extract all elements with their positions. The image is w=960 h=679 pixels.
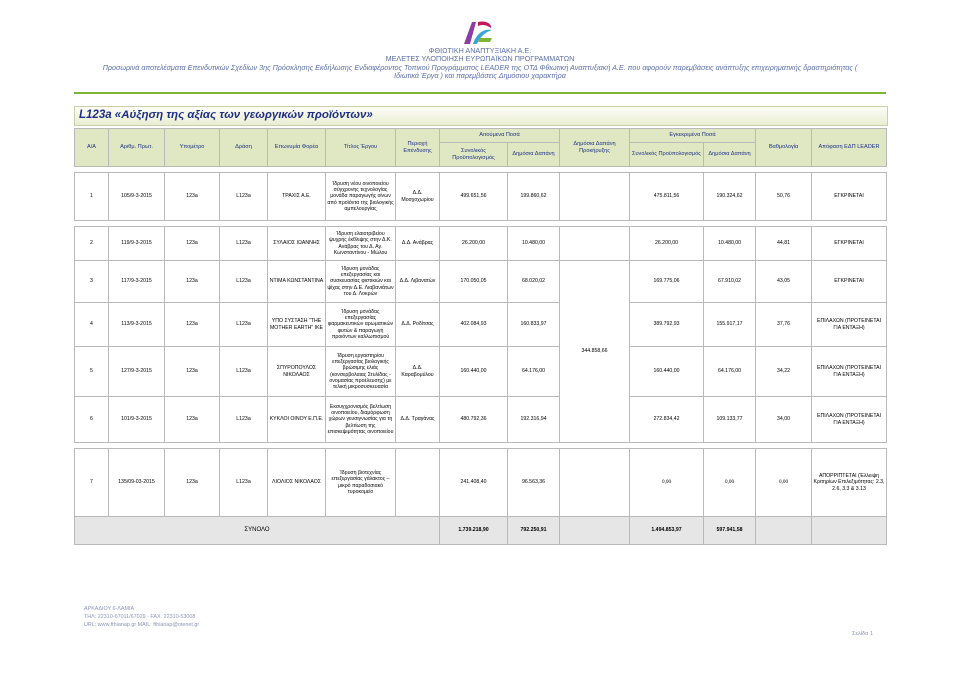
- cell-drasi: L123a: [220, 449, 268, 517]
- cell-titlos: Εκσυγχρονισμός βελτίωση οινοποιείου, διαμόρφωση χώρων γευσιγνωσίας για τη βελτίωση της επισκεψιμότητας οινοποιείου: [326, 397, 396, 443]
- col-dimosia: Δημόσια Δαπάνη: [508, 143, 560, 167]
- cell-synolikos-egkekr: 160.440,00: [630, 347, 704, 397]
- cell-ypometro: 123a: [165, 397, 220, 443]
- cell-synolikos: 499.651,56: [440, 173, 508, 221]
- cell-ypometro: 123a: [165, 303, 220, 347]
- table-row: [75, 227, 887, 261]
- divider: [74, 92, 886, 94]
- total-apofasi: [812, 517, 887, 545]
- cell-foreas: ΥΠΟ ΣΥΣΤΑΣΗ "THE MOTHER EARTH" ΙΚΕ: [268, 303, 326, 347]
- cell-aa: 5: [75, 347, 109, 397]
- cell-apofasi: ΑΠΟΡΡΙΠΤΕΤΑΙ (Έλλειψη Κριτηρίων Επιλεξιμότητας: 2.3, 2.6, 3.3 & 3.13: [812, 449, 887, 517]
- cell-perioxi: Δ.Δ. Ροδίτσας: [396, 303, 440, 347]
- cell-synolikos-egkekr: 26.200,00: [630, 227, 704, 261]
- total-dimosia: 792.250,91: [508, 517, 560, 545]
- cell-perioxi: Δ.Δ. Τραγάνας: [396, 397, 440, 443]
- cell-apofasi: ΕΠΙΛΑΧΩΝ (ΠΡΟΤΕΙΝΕΤΑΙ ΓΙΑ ΕΝΤΑΞΗ): [812, 397, 887, 443]
- cell-ypometro: 123a: [165, 227, 220, 261]
- cell-dimosia: 160.833,97: [508, 303, 560, 347]
- cell-synolikos: 26.200,00: [440, 227, 508, 261]
- cell-ypometro: 123a: [165, 449, 220, 517]
- cell-prot: 117/9-3-2015: [109, 261, 165, 303]
- cell-drasi: L123a: [220, 227, 268, 261]
- total-synolikos-egkekr: 1.494.853,97: [630, 517, 704, 545]
- cell-vathmos: 0,00: [756, 449, 812, 517]
- cell-drasi: L123a: [220, 303, 268, 347]
- cell-titlos: Ίδρυση ελαιοτριβείου ψυχρής έκθλιψης στην Δ.Κ. Ανάβρας του Δ. Αγ. Κωνσταντίνου - Μώλου: [326, 227, 396, 261]
- results-table: [74, 128, 887, 545]
- cell-titlos: Ίδρυση βιοτεχνίας επεξεργασίας γάλακτος – μικρό παραδοσιακό τυροκομείο: [326, 449, 396, 517]
- cell-perioxi: [396, 449, 440, 517]
- table-row: [75, 347, 887, 397]
- cell-dimosia-prokirixis: [560, 449, 630, 517]
- total-synolikos: 1.739.218,90: [440, 517, 508, 545]
- cell-aa: 1: [75, 173, 109, 221]
- cell-ypometro: 123a: [165, 173, 220, 221]
- results-description-line1: Προσωρινά αποτελέσματα Επενδυτικών Σχεδίων 3ης Πρόσκλησης Εκδήλωσης Ενδιαφέροντος Τοπικού Προγράμματος LEADER της ΟΤΔ Φθιωτική Αναπτυξιακή Α.Ε. που αφορούν παρεμβάσεις ανάπτυξης επιχειρηματικής δραστηριότητας (: [102, 63, 858, 72]
- cell-apofasi: ΕΓΚΡΙΝΕΤΑΙ: [812, 173, 887, 221]
- col-synolikos-egkekr: Συνολικός Προϋπολογισμός: [630, 143, 704, 167]
- col-dimosia-egkekr: Δημόσια Δαπάνη: [704, 143, 756, 167]
- footer-phones: ΤΗΛ: 22310-67011/67029 - FAX. 22310-53008: [84, 614, 196, 620]
- cell-prot: 101/9-3-2015: [109, 397, 165, 443]
- cell-synolikos: 160.440,00: [440, 347, 508, 397]
- col-egkekrimena: Εγκεκριμένα Ποσά: [630, 129, 756, 143]
- cell-titlos: Ίδρυση μονάδας επεξεργασίας και συσκευασίας φιστικιών και ψίχας στην Δ.Ε. Λιαβανιάτων του Δ. Λοκρών: [326, 261, 396, 303]
- col-aitoumena: Αιτούμενα Ποσά: [440, 129, 560, 143]
- cell-perioxi: Δ.Δ. Μοσχοχωρίου: [396, 173, 440, 221]
- cell-titlos: Ίδρυση εργαστηρίου επεξεργασίας βιολογικής βρώσιμης ελιάς (κονσερβολαιας Στυλίδας - ονομασίας προέλευσης) με τελική μικροσυσκευασία: [326, 347, 396, 397]
- cell-synolikos-egkekr: 0,00: [630, 449, 704, 517]
- cell-dimosia-egkekr: 67.910,02: [704, 261, 756, 303]
- totals-label: ΣΥΝΟΛΟ: [75, 517, 440, 545]
- section-title-box: [74, 106, 888, 126]
- cell-aa: 2: [75, 227, 109, 261]
- col-aa: Α/Α: [75, 129, 109, 167]
- cell-foreas: ΣΠΥΡΟΠΟΥΛΟΣ ΝΙΚΟΛΑΟΣ: [268, 347, 326, 397]
- cell-perioxi: Δ.Δ. Ανάβρας: [396, 227, 440, 261]
- total-vathmos: [756, 517, 812, 545]
- cell-apofasi: ΕΓΚΡΙΝΕΤΑΙ: [812, 261, 887, 303]
- table-row: [75, 173, 887, 221]
- totals-row: [75, 517, 887, 545]
- cell-dimosia-egkekr: 10.480,00: [704, 227, 756, 261]
- cell-foreas: ΤΡΑΧΙΣ Α.Ε.: [268, 173, 326, 221]
- cell-foreas: ΛΙΟΛΙΟΣ ΝΙΚΟΛΑΟΣ: [268, 449, 326, 517]
- cell-foreas: ΚΥΚΛΟΙ ΟΙΝΟΥ Ε.Π.Ε.: [268, 397, 326, 443]
- cell-dimosia: 10.480,00: [508, 227, 560, 261]
- col-drasi: Δράση: [220, 129, 268, 167]
- cell-vathmos: 34,00: [756, 397, 812, 443]
- cell-foreas: ΝΤΙΜΑ ΚΩΝΣΤΑΝΤΙΝΑ: [268, 261, 326, 303]
- section-title: L123a «Αύξηση της αξίας των γεωργικών προϊόντων»: [79, 109, 373, 121]
- cell-dimosia: 96.563,36: [508, 449, 560, 517]
- cell-dimosia-egkekr: 190.324,62: [704, 173, 756, 221]
- company-logo-icon: [458, 18, 498, 46]
- cell-dimosia-egkekr: 155.917,17: [704, 303, 756, 347]
- col-titlos: Τίτλος Έργου: [326, 129, 396, 167]
- results-description-line2: Ιδιωτικά Έργα ) και παρεμβάσεις Δημόσιου χαρακτήρα: [394, 71, 566, 80]
- cell-drasi: L123a: [220, 347, 268, 397]
- cell-foreas: ΣΥΛΑΙΟΣ ΙΩΑΝΝΗΣ: [268, 227, 326, 261]
- total-dimosia-prokirixis: [560, 517, 630, 545]
- cell-ypometro: 123a: [165, 261, 220, 303]
- cell-aa: 6: [75, 397, 109, 443]
- cell-dimosia-egkekr: 109.133,77: [704, 397, 756, 443]
- col-perioxi: Περιοχή Επένδυσης: [396, 129, 440, 167]
- cell-synolikos-egkekr: 272.834,42: [630, 397, 704, 443]
- cell-titlos: Ίδρυση μονάδας επεξεργασίας φαρμακευτικών αρωματικών φυτών & παραγωγή προιόντων καλλωπισμού: [326, 303, 396, 347]
- cell-vathmos: 37,76: [756, 303, 812, 347]
- cell-synolikos-egkekr: 169.775,06: [630, 261, 704, 303]
- cell-dimosia: 64.176,00: [508, 347, 560, 397]
- cell-dimosia-prokirixis: 344.858,66: [560, 261, 630, 443]
- org-subtitle: ΜΕΛΕΤΕΣ ΥΛΟΠΟΙΗΣΗ ΕΥΡΩΠΑΪΚΩΝ ΠΡΟΓΡΑΜΜΑΤΩΝ: [385, 54, 575, 63]
- cell-ypometro: 123a: [165, 347, 220, 397]
- cell-vathmos: 44,81: [756, 227, 812, 261]
- cell-synolikos: 480.792,36: [440, 397, 508, 443]
- col-dimosia-prokirixis: Δημόσια Δαπάνη Προκήρυξης: [560, 129, 630, 167]
- cell-perioxi: Δ.Δ. Καραβομύλου: [396, 347, 440, 397]
- cell-synolikos-egkekr: 475.811,56: [630, 173, 704, 221]
- cell-vathmos: 34,22: [756, 347, 812, 397]
- cell-synolikos: 170.050,05: [440, 261, 508, 303]
- cell-prot: 135/09-03-2015: [109, 449, 165, 517]
- col-eponymia: Επωνυμία Φορέα: [268, 129, 326, 167]
- col-apofasi: Απόφαση ΕΔΠ LEADER: [812, 129, 887, 167]
- cell-apofasi: ΕΠΙΛΑΧΩΝ (ΠΡΟΤΕΙΝΕΤΑΙ ΓΙΑ ΕΝΤΑΞΗ): [812, 303, 887, 347]
- cell-prot: 119/9-3-2015: [109, 227, 165, 261]
- cell-dimosia-egkekr: 64.176,00: [704, 347, 756, 397]
- table-row: [75, 449, 887, 517]
- cell-dimosia: 192.316,94: [508, 397, 560, 443]
- cell-vathmos: 43,05: [756, 261, 812, 303]
- cell-prot: 113/9-3-2015: [109, 303, 165, 347]
- footer-address: ΑΡΚΑΔΙΟΥ 6-ΛΑΜΙΑ: [84, 606, 135, 612]
- cell-titlos: Ίδρυση νέου οινοποιείου σύγχρονης τεχνολογίας μονάδα παραγωγής οίνων από προϊόντα της βιολογικής αμπελουργίας: [326, 173, 396, 221]
- org-name: ΦΘΙΩΤΙΚΗ ΑΝΑΠΤΥΞΙΑΚΗ Α.Ε.: [428, 46, 532, 55]
- total-dimosia-egkekr: 597.941,58: [704, 517, 756, 545]
- col-prot: Αριθμ. Πρωτ.: [109, 129, 165, 167]
- cell-perioxi: Δ.Δ. Λιβανατών: [396, 261, 440, 303]
- footer-web: URL: www.fthianap.gr MAIL: fthianap@otenet.gr: [84, 622, 200, 628]
- cell-drasi: L123a: [220, 261, 268, 303]
- cell-synolikos: 402.084,93: [440, 303, 508, 347]
- cell-aa: 4: [75, 303, 109, 347]
- cell-apofasi: ΕΠΙΛΑΧΩΝ (ΠΡΟΤΕΙΝΕΤΑΙ ΓΙΑ ΕΝΤΑΞΗ): [812, 347, 887, 397]
- cell-aa: 3: [75, 261, 109, 303]
- cell-dimosia: 68.020,02: [508, 261, 560, 303]
- cell-apofasi: ΕΓΚΡΙΝΕΤΑΙ: [812, 227, 887, 261]
- col-synolikos: Συνολικός Προϋπολογισμός: [440, 143, 508, 167]
- cell-dimosia-prokirixis: [560, 173, 630, 221]
- cell-drasi: L123a: [220, 397, 268, 443]
- cell-vathmos: 50,76: [756, 173, 812, 221]
- cell-dimosia-egkekr: 0,00: [704, 449, 756, 517]
- cell-synolikos-egkekr: 389.792,93: [630, 303, 704, 347]
- table-row: [75, 303, 887, 347]
- col-ypometro: Υπομέτρο: [165, 129, 220, 167]
- page-number: Σελίδα 1: [852, 631, 874, 637]
- cell-dimosia: 199.860,62: [508, 173, 560, 221]
- cell-prot: 105/9-3-2015: [109, 173, 165, 221]
- table-row: [75, 261, 887, 303]
- table-row: [75, 397, 887, 443]
- cell-drasi: L123a: [220, 173, 268, 221]
- col-vathmologia: Βαθμολογία: [756, 129, 812, 167]
- cell-aa: 7: [75, 449, 109, 517]
- cell-prot: 127/9-3-2015: [109, 347, 165, 397]
- cell-dimosia-prokirixis: [560, 227, 630, 261]
- cell-synolikos: 241.408,40: [440, 449, 508, 517]
